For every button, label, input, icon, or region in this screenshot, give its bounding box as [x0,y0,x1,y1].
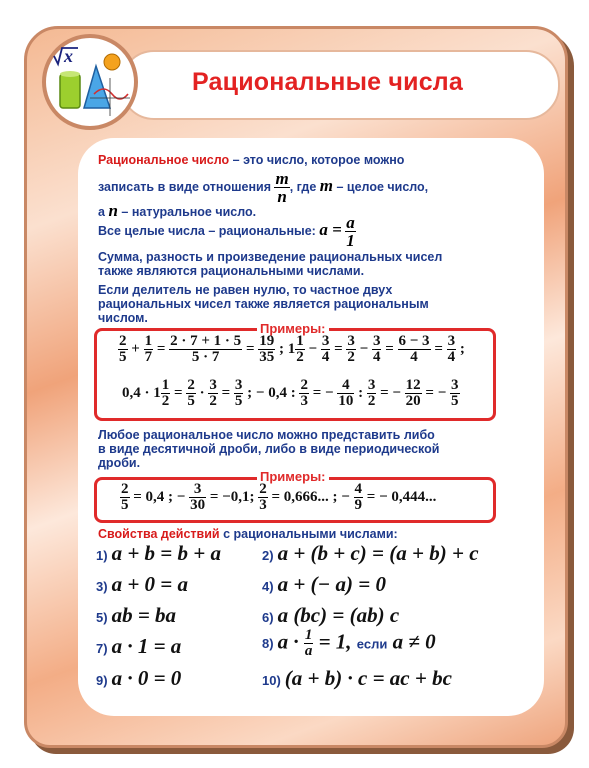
math-fraction: $\frac{1}{7}$ [144,333,153,365]
property-10: 10) (a + b) · c = ac + bc [262,666,452,690]
definition-line3: а n – натуральное число. [98,201,257,220]
fraction-a-1: $\frac{a}{1}$ [346,213,355,250]
closure-line2: также являются рациональными числами. [98,264,365,278]
property-2: 2) a + (b + c) = (a + b) + c [262,541,479,565]
division-line1: Если делитель не равен нулю, то частное двух [98,283,393,297]
math-fraction: $\frac{4}{10}$ [338,377,354,409]
property-3: 3) a + 0 = a [96,572,188,596]
examples-label-1: Примеры: [257,321,329,336]
math-fraction: $\frac{3}{30}$ [190,481,206,513]
math-fraction: $\frac{4}{9}$ [354,481,363,513]
definition-line1: Рациональное число – это число, которое можно [98,153,405,167]
math-fraction: $\frac{1}{a}$ [304,627,313,659]
math-fraction: $\frac{1}{2}$ [161,377,170,409]
math-fraction: $\frac{19}{35}$ [259,333,275,365]
math-fraction: $\frac{2 \cdot 7 + 1 \cdot 5}{5 \cdot 7}$ [170,333,242,365]
math-fraction: $\frac{3}{2}$ [209,377,217,409]
examples1-row1: $\frac{2}{5}$ + $\frac{1}{7}$ = $\frac{2 \cdot 7 + 1 \cdot 5}{5 \cdot 7}$ = $\frac{19}{35}$ ; 1 $\frac{1}{2}$ − $\frac{3}{4}$ = $\frac{3}{2}$ − $\frac{3}{4}$ = $\frac{6 - 3}{4}$ = $\frac{3}{4}$ ; [119,333,465,365]
page-title: Рациональные числа [192,68,463,96]
property-4: 4) a + (− a) = 0 [262,572,386,596]
math-fraction: $\frac{3}{2}$ [367,377,376,409]
math-fraction: $\frac{2}{3}$ [300,377,308,409]
fraction-m-n: $\frac{m}{n}$ [275,169,289,206]
svg-text:x: x [64,46,73,66]
property-1: 1) a + b = b + a [96,541,221,565]
properties-heading: Свойства действий с рациональными числами: [98,527,398,541]
math-fraction: $\frac{3}{5}$ [451,377,459,409]
closure-line1: Сумма, разность и произведение рациональных чисел [98,250,443,264]
property-9: 9) a · 0 = 0 [96,666,182,690]
definition-line2: записать в виде отношения $\frac{m}{n}$ , где m – целое число, [98,169,429,206]
definition-term: Рациональное число [98,153,230,167]
property-7: 7) a · 1 = a [96,634,182,658]
logo [42,34,138,130]
math-emblem-icon [46,38,134,126]
math-fraction: $\frac{3}{5}$ [234,377,243,409]
math-fraction: $\frac{2}{5}$ [121,481,129,513]
math-fraction: $\frac{12}{20}$ [405,377,421,409]
property-6: 6) a (bc) = (ab) c [262,603,400,627]
integers-line: Все целые числа – рациональные: a = $\frac{a}{1}$ [98,213,355,250]
property-8: 8) a · $\frac{1}{a}$ = 1, если a ≠ 0 [262,627,436,659]
decimal-line1: Любое рациональное число можно представить либо [98,428,435,442]
decimal-line2: в виде десятичной дроби, либо в виде периодической [98,442,440,456]
math-fraction: $\frac{1}{2}$ [296,333,304,365]
math-fraction: $\frac{2}{5}$ [187,377,195,409]
math-fraction: $\frac{3}{2}$ [347,333,355,365]
property-5: 5) ab = ba [96,603,177,627]
math-fraction: $\frac{2}{3}$ [259,481,267,513]
examples1-row2: 0,4 · 1 $\frac{1}{2}$ = $\frac{2}{5}$ · $\frac{3}{2}$ = $\frac{3}{5}$ ; − 0,4 : $\frac{2}{3}$ = − $\frac{4}{10}$ : $\frac{3}{2}$ = − $\frac{12}{20}$ = − $\frac{3}{5}$ [122,377,459,409]
math-fraction: $\frac{2}{5}$ [119,333,127,365]
math-fraction: $\frac{3}{4}$ [321,333,330,365]
math-fraction: $\frac{6 - 3}{4}$ [398,333,430,365]
examples-label-2: Примеры: [257,469,329,484]
division-line2: рациональных чисел также является рациональным [98,297,429,311]
examples2-row: $\frac{2}{5}$ = 0,4 ; − $\frac{3}{30}$ = −0,1; $\frac{2}{3}$ = 0,666... ; − $\frac{4}{9}$ = − 0,444... [121,481,437,513]
math-fraction: $\frac{3}{4}$ [372,333,381,365]
math-fraction: $\frac{3}{4}$ [447,333,456,365]
decimal-line3: дроби. [98,456,141,470]
division-line3: числом. [98,311,148,325]
